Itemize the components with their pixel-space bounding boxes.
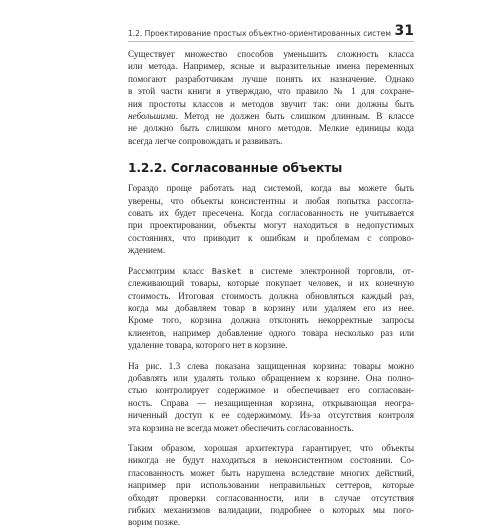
text-fragment: в системе электронной торговли, от- (241, 265, 414, 276)
text-line: удаление товара, которого нет в корзине. (128, 340, 288, 351)
text-line: гласованность может быть нарушена вследствие многих действий, (128, 467, 414, 478)
page-number: 31 (394, 23, 414, 39)
text-line: когда мы добавляем товар в корзину или удаляем его из нее. (128, 302, 414, 313)
text-line: эта корзина не всегда может обеспечить согласованность. (128, 422, 354, 433)
paragraph-figure-reference (128, 360, 414, 434)
text-line: ность. Справа — незащищенная корзина, открывающая неогра- (128, 397, 414, 408)
running-title: 1.2. Проектирование простых объектно-ориентированных систем (128, 29, 391, 38)
text-line: Таким образом, хорошая архитектура гарантирует, что объекты (128, 442, 414, 453)
text-line: ния простоты классов и методов звучит так: они должны быть (128, 98, 414, 109)
text-line: ниченный доступ к ее содержимому. Из-за отсутствия контроля (128, 410, 414, 421)
text-line: добавлять или удалять только обращением к корзине. Она полно- (128, 372, 414, 383)
text-line: при проектировании, объекты могут находиться в недопустимых (128, 220, 414, 231)
text-line: Существует множество способов уменьшить сложность класса (128, 49, 414, 59)
text-line: обходят проверки согласованности, или в случае отсутствия (128, 492, 414, 503)
emphasis-small: небольшими (128, 111, 176, 122)
text-fragment: . Метод не должен быть слишком длинным. В классе (175, 111, 414, 122)
text-line: например при использовании неправильных сеттеров, которые (128, 480, 414, 491)
paragraph-complexity (128, 48, 414, 147)
text-line: ждением. (128, 245, 166, 256)
running-header (128, 20, 414, 42)
code-basket: Basket (211, 265, 242, 276)
section-heading: 1.2.2. Согласованные объекты (128, 161, 343, 176)
text-fragment: Рассмотрим класс (128, 265, 212, 276)
text-line: никогда не будут находиться в неконсистентном состоянии. Со- (128, 455, 414, 466)
text-line: состояниях, что приводит к ошибкам и проблемам с сопрово- (128, 232, 414, 243)
text-line: или метода. Например, ясные и выразительные имена переменных (128, 61, 414, 72)
paragraph-basket-example (128, 265, 414, 352)
text-line: ворим позже. (128, 517, 181, 528)
text-line: не должно быть слишком много методов. Мелкие единицы кода (128, 123, 414, 134)
text-line: На рис. 1.3 слева показана защищенная корзина: товары можно (128, 360, 414, 371)
text-line: совать их будет пресечена. Когда согласованность не учитывается (128, 208, 414, 219)
paragraph-good-design (128, 442, 414, 529)
text-line (128, 265, 414, 277)
text-line: стоимость. Итоговая стоимость должна обновляться каждый раз, (128, 290, 414, 301)
text-line: всегда легче сопровождать и развивать. (128, 135, 283, 146)
text-line: Гораздо проще работать над системой, когда вы можете быть (128, 183, 414, 194)
text-line (128, 110, 414, 122)
text-line: Кроме того, корзина должна отклонять некорректные запросы (128, 315, 414, 326)
page-content (128, 48, 414, 529)
paragraph-consistency-intro (128, 182, 414, 256)
text-line: помогают разработчикам лучше понять их назначение. Однако (128, 73, 414, 84)
text-line: клиентов, например добавление одного товара несколько раз или (128, 327, 414, 338)
text-line: в этой части книги я утверждаю, что правило № 1 для сохране- (128, 86, 414, 97)
text-line: гибких механизмов валидации, подробнее о которых мы пого- (128, 505, 414, 515)
text-line: уверены, что объекты консистентны и любая попытка рассогла- (128, 195, 414, 206)
text-line: слеживающий товары, которые покупает человек, и их конечную (128, 278, 414, 289)
text-line: стью контролирует содержимое и обеспечивает его согласован- (128, 385, 414, 396)
